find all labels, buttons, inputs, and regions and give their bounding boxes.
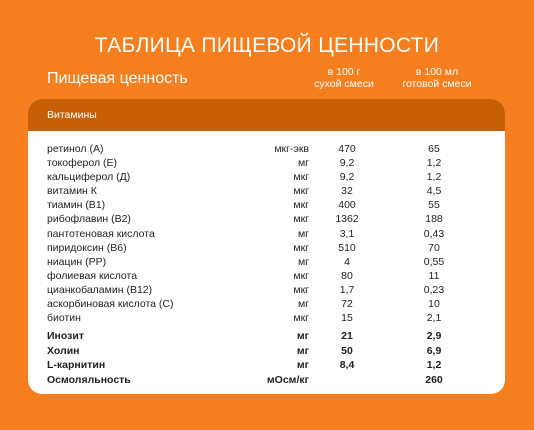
row-ready-value: 2,1 [426, 312, 442, 325]
row-name: L-карнитин [47, 359, 106, 372]
table-row [28, 227, 505, 241]
nutrition-column-header: Пищевая ценность [47, 70, 188, 87]
row-dry-value: 15 [341, 312, 353, 325]
table-row-bold [28, 344, 505, 359]
row-dry-value: 80 [341, 269, 353, 282]
row-dry-value: 8,4 [339, 359, 355, 372]
row-unit: мкг [293, 171, 309, 184]
row-name: Инозит [47, 330, 84, 343]
ready-mix-header-line2: готовой смеси [402, 78, 472, 90]
table-row [28, 311, 505, 325]
table-row [28, 142, 505, 156]
dry-mix-header-line2: сухой смеси [314, 78, 374, 90]
row-name: токоферол (Е) [47, 157, 118, 170]
row-dry-value: 470 [338, 143, 356, 155]
table-row [28, 156, 505, 170]
row-name: пантотеновая кислота [47, 227, 155, 240]
table-row [28, 184, 505, 198]
section-label: Витамины [47, 109, 97, 121]
row-unit: мОсм/кг [266, 374, 309, 386]
table-row-bold [28, 373, 505, 388]
row-ready-value: 2,9 [426, 330, 442, 343]
row-unit: мкг [293, 312, 309, 325]
row-dry-value: 21 [341, 330, 353, 343]
table-row [28, 283, 505, 297]
row-name: тиамин (В1) [47, 199, 106, 212]
table-row [28, 269, 505, 283]
row-ready-value: 188 [425, 213, 443, 226]
row-name: фолиевая кислота [47, 269, 138, 282]
row-unit: мкг [293, 283, 309, 296]
row-dry-value: 1,7 [339, 283, 355, 296]
dry-mix-header-line1: в 100 г [327, 66, 361, 78]
table-row [28, 212, 505, 226]
table-row [28, 297, 505, 311]
row-ready-value: 65 [428, 143, 440, 155]
section-band [28, 99, 505, 131]
row-name: витамин К [47, 185, 97, 198]
row-ready-value: 6,9 [426, 344, 442, 357]
row-dry-value: 4 [344, 255, 350, 268]
row-name: цианкобаламин (В12) [47, 283, 153, 296]
row-unit: мг [297, 157, 309, 170]
row-unit: мг [297, 227, 309, 240]
row-ready-value: 1,2 [426, 157, 442, 170]
table-row [28, 255, 505, 269]
table-row-bold [28, 329, 505, 344]
ready-mix-column-header [382, 66, 492, 90]
row-ready-value: 11 [428, 269, 440, 282]
table-row [28, 198, 505, 212]
row-unit: мкг [293, 185, 309, 198]
row-name: Холин [47, 344, 80, 357]
row-ready-value: 1,2 [426, 359, 442, 372]
row-dry-value: 9,2 [339, 157, 355, 170]
row-unit: мкг [293, 199, 309, 212]
row-ready-value: 70 [428, 241, 440, 254]
row-dry-value: 32 [341, 185, 353, 198]
row-name: ретинол (А) [47, 143, 104, 155]
row-name: кальциферол (Д) [47, 171, 131, 184]
row-unit: мг [296, 344, 309, 357]
table-rows [28, 142, 505, 388]
row-unit: мкг-экв [274, 143, 309, 155]
row-dry-value: 9,2 [339, 171, 355, 184]
row-ready-value: 1,2 [426, 171, 442, 184]
row-name: рибофлавин (В2) [47, 213, 131, 226]
row-unit: мкг [293, 213, 309, 226]
row-dry-value: 3,1 [339, 227, 355, 240]
row-unit: мг [297, 298, 309, 311]
row-name: ниацин (РР) [47, 255, 107, 268]
row-name: пиридоксин (В6) [47, 241, 127, 254]
row-dry-value: 72 [341, 298, 353, 311]
table-row [28, 241, 505, 255]
row-unit: мг [297, 255, 309, 268]
row-unit: мкг [293, 241, 309, 254]
row-dry-value: 510 [338, 241, 356, 254]
row-dry-value: 50 [341, 344, 353, 357]
row-name: биотин [47, 312, 81, 325]
row-unit: мг [296, 330, 309, 343]
row-ready-value: 260 [425, 374, 443, 386]
nutrition-table [28, 99, 505, 394]
page-title: ТАБЛИЦА ПИЩЕВОЙ ЦЕННОСТИ [94, 34, 440, 57]
ready-mix-header-line1: в 100 мл [415, 66, 459, 78]
row-ready-value: 4,5 [426, 185, 442, 198]
row-ready-value: 10 [428, 298, 440, 311]
row-name: Осмоляльность [47, 374, 131, 386]
row-ready-value: 0,43 [423, 227, 445, 240]
row-unit: мкг [293, 269, 309, 282]
table-row-bold [28, 358, 505, 373]
row-dry-value: 1362 [335, 213, 359, 226]
row-unit: мг [296, 359, 309, 372]
row-name: аскорбиновая кислота (С) [47, 298, 174, 311]
table-row [28, 170, 505, 184]
row-ready-value: 0,23 [423, 283, 445, 296]
row-ready-value: 0,55 [423, 255, 445, 268]
row-dry-value: 400 [338, 199, 356, 212]
row-ready-value: 55 [428, 199, 440, 212]
